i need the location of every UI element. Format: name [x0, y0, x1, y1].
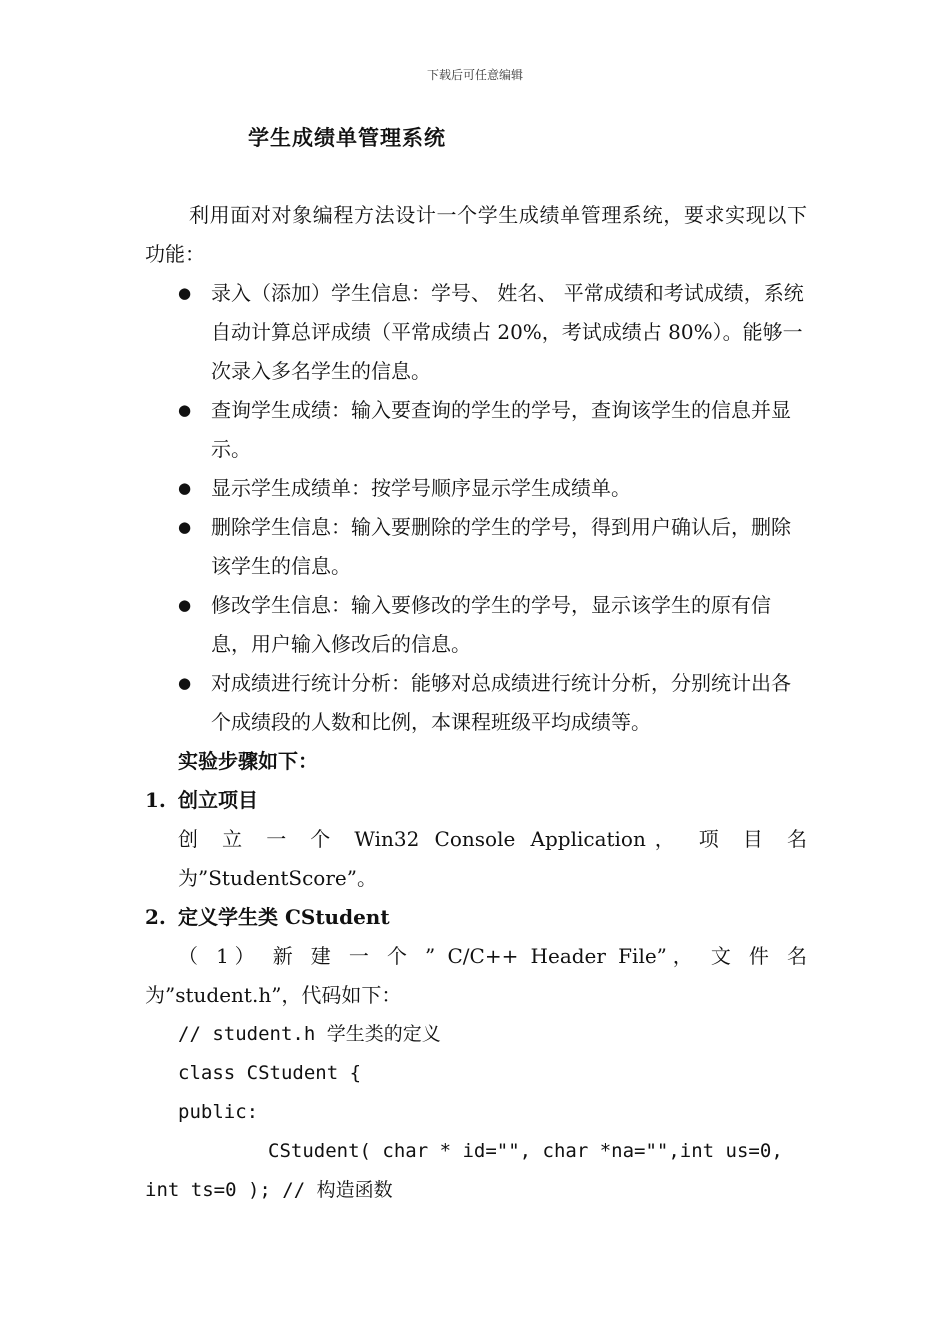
step2-line1: [145, 937, 807, 976]
code-line-4: CStudent( char * id="", char *na="",int us=0,: [268, 1140, 783, 1162]
step1-line2: 为”StudentScore”。: [178, 866, 377, 890]
feature-list: [145, 274, 807, 742]
feature-text: 修改学生信息：输入要修改的学生的学号，显示该学生的原有信息，用户输入修改后的信息。: [211, 593, 771, 656]
bullet-icon: ●: [178, 401, 192, 419]
bullet-icon: ●: [178, 284, 192, 302]
step1-title: 创立项目: [178, 788, 258, 812]
step2-line1-text: （ 1） 新 建 一 个 ” C/C++ Header File”， 文 件 名: [178, 944, 807, 968]
document-body: [145, 196, 807, 1210]
step1-line1: [145, 820, 807, 859]
feature-text: 删除学生信息：输入要删除的学生的学号，得到用户确认后，删除该学生的信息。: [211, 515, 791, 578]
step1-line1-text: 创 立 一 个 Win32 Console Application， 项 目 名: [178, 827, 807, 851]
feature-text: 对成绩进行统计分析：能够对总成绩进行统计分析，分别统计出各个成绩段的人数和比例，本课程班级平均成绩等。: [211, 671, 791, 734]
bullet-icon: ●: [178, 596, 192, 614]
steps-heading: 实验步骤如下：: [178, 749, 318, 773]
step2-title: 定义学生类 CStudent: [178, 905, 390, 929]
feature-item: [145, 586, 807, 664]
intro-paragraph: 利用面对对象编程方法设计一个学生成绩单管理系统，要求实现以下功能：: [145, 203, 807, 266]
feature-item: [145, 664, 807, 742]
feature-text: 录入（添加）学生信息：学号、 姓名、 平常成绩和考试成绩，系统自动计算总评成绩（平常成绩占 20%，考试成绩占 80%）。能够一次录入多名学生的信息。: [211, 281, 804, 383]
step1-heading: [145, 781, 807, 820]
step2-line2: 为”student.h”，代码如下：: [145, 983, 402, 1007]
step1-number: 1.: [145, 788, 166, 812]
step2-heading: [145, 898, 807, 937]
code-line-2: class CStudent {: [178, 1062, 362, 1084]
code-line-1: // student.h 学生类的定义: [178, 1023, 441, 1045]
document-title: 学生成绩单管理系统: [248, 125, 446, 150]
feature-item: [145, 469, 807, 508]
bullet-icon: ●: [178, 674, 192, 692]
code-line-5: int ts=0 ); // 构造函数: [145, 1179, 393, 1201]
feature-item: [145, 391, 807, 469]
step2-number: 2.: [145, 905, 166, 929]
code-line-3: public:: [178, 1101, 259, 1123]
bullet-icon: ●: [178, 479, 192, 497]
feature-item: [145, 274, 807, 391]
page-header: 下载后可任意编辑: [426, 68, 523, 82]
feature-text: 查询学生成绩：输入要查询的学生的学号，查询该学生的信息并显示。: [211, 398, 791, 461]
feature-item: [145, 508, 807, 586]
feature-text: 显示学生成绩单：按学号顺序显示学生成绩单。: [211, 476, 631, 500]
bullet-icon: ●: [178, 518, 192, 536]
